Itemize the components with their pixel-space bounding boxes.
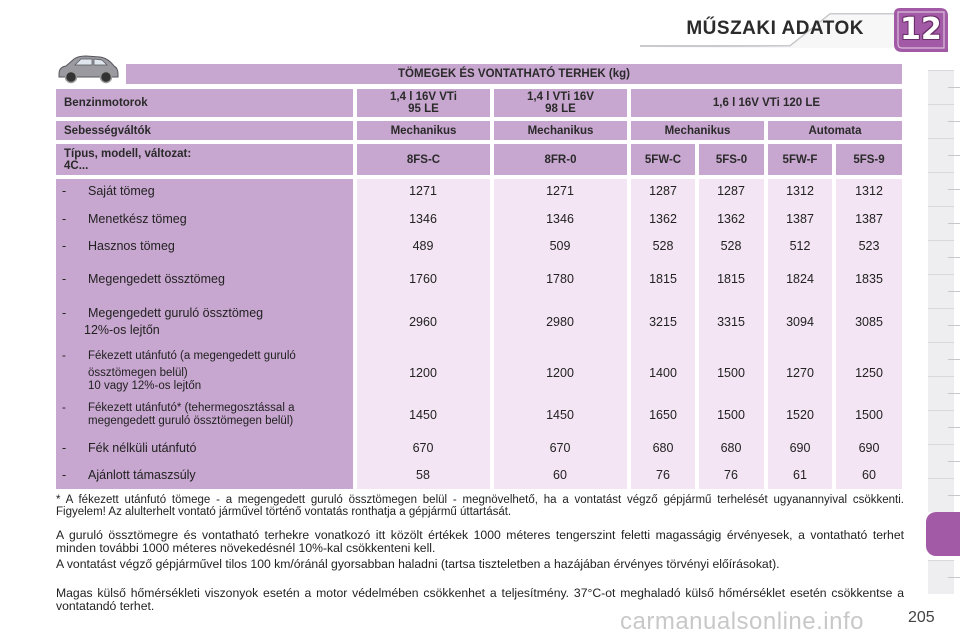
table-cell: 61 (793, 468, 807, 482)
table-row-label: - Megengedett guruló össztömeg 12%-os lejtőn (62, 306, 264, 337)
table-cell: 3215 (649, 315, 677, 329)
table-cell: 489 (412, 239, 434, 253)
table-cell: 60 (862, 468, 876, 482)
watermark: carmanualsonline.info (620, 608, 864, 635)
paragraph: A guruló össztömegre és vontatható terhekre vonatkozó itt közölt értékek 1000 méteres tengerszint feletti magasságig érvényesek, a vontatható terhet minden további 1000 méteres növekedésnél 10%-kal csökkenteni kell. (56, 528, 904, 555)
chapter-tab[interactable] (928, 138, 954, 172)
table-cell: 680 (652, 441, 674, 455)
table-cell: 1500 (717, 408, 745, 422)
table-cell: 690 (858, 441, 880, 455)
engine-header: 1,4 l 16V VTi 95 LE (357, 89, 490, 117)
table-row-label: - Megengedett össztömeg (62, 272, 225, 286)
chapter-tab[interactable] (928, 342, 954, 376)
table-cell: 690 (789, 441, 811, 455)
table-cell: 1287 (649, 184, 677, 198)
table-row-label: - Ajánlott támaszsúly (62, 468, 196, 482)
table-cell: 1824 (786, 272, 814, 286)
table-row-label: - Saját tömeg (62, 184, 155, 198)
table-cell: 1312 (855, 184, 883, 198)
table-row-label: - Menetkész tömeg (62, 212, 187, 226)
chapter-tab[interactable] (928, 240, 954, 274)
chapter-tab[interactable] (928, 560, 954, 594)
page-title: MŰSZAKI ADATOK (686, 18, 864, 39)
table-cell: 528 (652, 239, 674, 253)
gearbox-header: Mechanikus (357, 121, 490, 140)
gearbox-header: Mechanikus (494, 121, 627, 140)
table-cell: 1780 (546, 272, 574, 286)
table-row-label: - Fék nélküli utánfutó (62, 441, 197, 455)
table-cell: 76 (724, 468, 738, 482)
table-cell: 1450 (409, 408, 437, 422)
footnote: * A fékezett utánfutó tömege - a megengedett guruló össztömegen belül - megnövelhető, ha a vontatást végző gépjármű terhelését ugyanannyival csökkenti. Figyelem! Az alulterhelt vontató járművel történő vontatás ronthatja a gépjármű úttartását. (56, 494, 904, 518)
table-row-label: - Hasznos tömeg (62, 239, 175, 253)
page-number: 205 (908, 609, 935, 626)
table-cell: 58 (416, 468, 430, 482)
table-cell: 1271 (409, 184, 437, 198)
chapter-tab[interactable] (928, 104, 954, 138)
chapter-tab[interactable] (928, 478, 954, 512)
table-cell: 2980 (546, 315, 574, 329)
gearbox-header: Mechanikus (631, 121, 764, 140)
chapter-tab[interactable] (928, 376, 954, 410)
table-cell: 1270 (786, 366, 814, 380)
engine-label: Benzinmotorok (56, 89, 353, 117)
chapter-tab-active[interactable] (926, 512, 960, 556)
table-cell: 60 (553, 468, 567, 482)
table-cell: 1500 (855, 408, 883, 422)
chapter-number: 12 (900, 12, 942, 47)
table-cell: 1450 (546, 408, 574, 422)
table-title: TÖMEGEK ÉS VONTATHATÓ TERHEK (kg) (126, 64, 902, 84)
table-cell: 523 (858, 239, 880, 253)
table-cell: 3094 (786, 315, 814, 329)
table-cell: 1815 (649, 272, 677, 286)
chapter-tab[interactable] (928, 172, 954, 206)
table-cell: 76 (656, 468, 670, 482)
type-header: 8FS-C (357, 144, 490, 175)
table-cell: 1650 (649, 408, 677, 422)
chapter-tab[interactable] (928, 70, 954, 104)
table-cell: 509 (549, 239, 571, 253)
table-cell: 670 (412, 441, 434, 455)
table-cell: 1287 (717, 184, 745, 198)
table-cell: 1200 (546, 366, 574, 380)
table-cell: 528 (720, 239, 742, 253)
table-cell: 1835 (855, 272, 883, 286)
table-cell: 1362 (649, 212, 677, 226)
table-row-label: - Fékezett utánfutó* (tehermegosztással a megengedett guruló össztömegen belül) (62, 402, 295, 427)
chapter-tab[interactable] (928, 444, 954, 478)
table-cell: 680 (720, 441, 742, 455)
type-header: 5FW-F (768, 144, 832, 175)
table-cell: 3085 (855, 315, 883, 329)
car-icon (56, 54, 120, 84)
type-header: 5FW-C (631, 144, 695, 175)
table-cell: 1815 (717, 272, 745, 286)
table-cell: 1500 (717, 366, 745, 380)
table-cell: 1346 (546, 212, 574, 226)
table-cell: 1312 (786, 184, 814, 198)
chapter-tab[interactable] (928, 206, 954, 240)
table-cell: 1250 (855, 366, 883, 380)
table-cell: 1346 (409, 212, 437, 226)
chapter-tab[interactable] (928, 410, 954, 444)
table-cell: 1387 (855, 212, 883, 226)
table-cell: 2960 (409, 315, 437, 329)
table-cell: 1760 (409, 272, 437, 286)
chapter-tab[interactable] (928, 274, 954, 308)
table-cell: 1271 (546, 184, 574, 198)
type-header: 5FS-0 (699, 144, 764, 175)
table-cell: 1520 (786, 408, 814, 422)
table-cell: 670 (549, 441, 571, 455)
table-cell: 1362 (717, 212, 745, 226)
type-label: Típus, modell, változat: 4C... (56, 144, 353, 175)
gearbox-header: Automata (768, 121, 902, 140)
paragraph: A vontatást végző gépjárművel tilos 100 km/óránál gyorsabban haladni (tartsa tiszteletben a hazájában érvényes törvényi előírásokat). (56, 557, 780, 571)
table-cell: 1400 (649, 366, 677, 380)
chapter-tab[interactable] (928, 308, 954, 342)
table-cell: 1200 (409, 366, 437, 380)
type-header: 5FS-9 (836, 144, 902, 175)
table-cell: 3315 (717, 315, 745, 329)
engine-header: 1,6 l 16V VTi 120 LE (631, 89, 902, 117)
engine-header: 1,4 l VTi 16V 98 LE (494, 89, 627, 117)
type-header: 8FR-0 (494, 144, 627, 175)
table-row-label: - Fékezett utánfutó (a megengedett guruló össztömegen belül) 10 vagy 12%-os lejtőn (62, 350, 296, 392)
table-cell: 1387 (786, 212, 814, 226)
table-cell: 512 (789, 239, 811, 253)
paragraph: Magas külső hőmérsékleti viszonyok esetén a motor védelmében csökkenhet a teljesítmény. 37°C-ot meghaladó külső hőmérséklet esetén csökkentse a vontatandó terhet. (56, 586, 904, 613)
gearbox-label: Sebességváltók (56, 121, 353, 140)
